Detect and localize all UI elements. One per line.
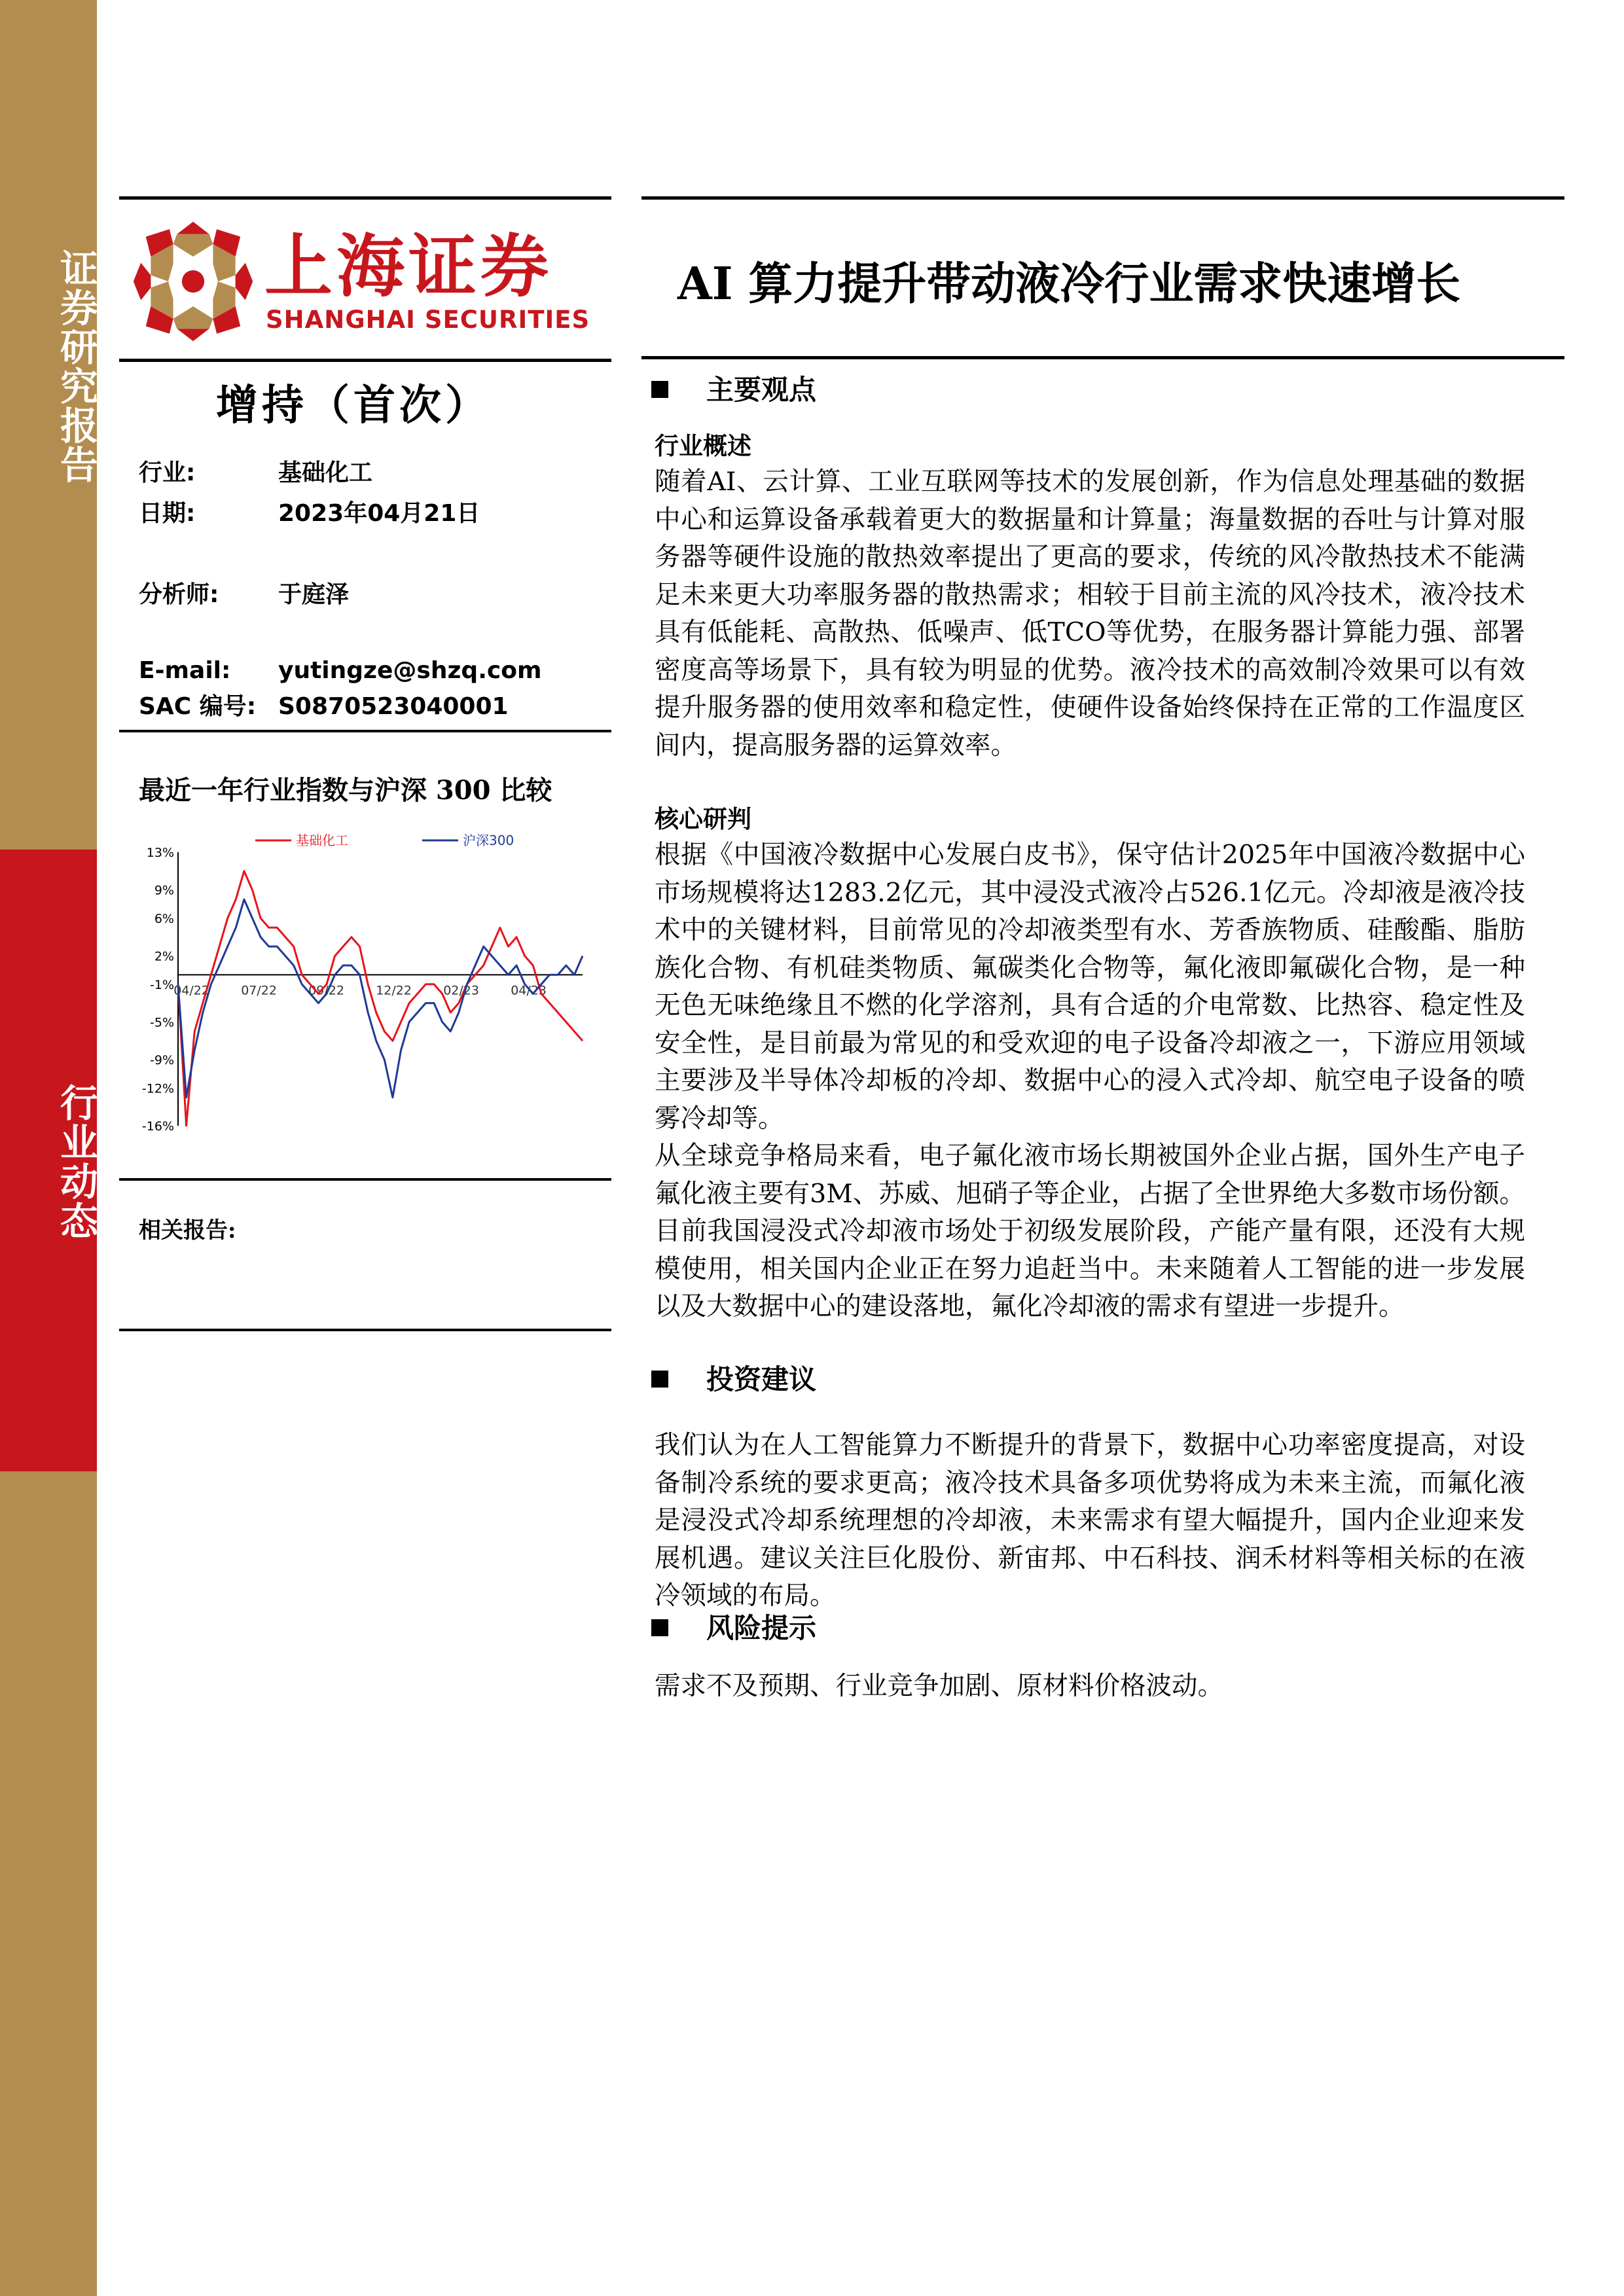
invest-text: 我们认为在人工智能算力不断提升的背景下，数据中心功率密度提高，对设备制冷系统的要求更高；液冷技术具备多项优势将成为未来主流，而氟化液是浸没式冷却系统理想的冷却液，未来需求有望大幅提升，国内企业迎来发展机遇。建议关注巨化股份、新宙邦、中石科技、润禾材料等相关标的在液冷领域的布局。 <box>655 1430 1525 1611</box>
section-main-view-title: 主要观点 <box>706 374 817 406</box>
section-risk-title: 风险提示 <box>706 1612 817 1644</box>
date-label: 日期: <box>139 500 196 527</box>
square-bullet-icon <box>651 1371 668 1388</box>
section-main-view <box>651 372 816 408</box>
x-tick-label: 09/22 <box>308 983 344 998</box>
y-tick-label: 6% <box>154 911 174 926</box>
rating: 增持（首次） <box>216 381 491 430</box>
square-bullet-icon <box>651 1619 668 1636</box>
y-tick-label: -1% <box>150 977 174 992</box>
section-invest <box>651 1361 816 1398</box>
industry-label: 行业: <box>139 459 196 486</box>
report-category-label: 行业动态 <box>54 1083 98 1240</box>
overview-text: 随着AI、云计算、工业互联网等技术的发展创新，作为信息处理基础的数据中心和运算设备承载着更大的数据量和计算量；海量数据的吞吐与计算对服务器等硬件设施的散热效率提出了更高的要求，传统的风冷散热技术不能满足未来更大功率服务器的散热需求；相较于目前主流的风冷技术，液冷技术具有低能耗、高散热、低噪声、低TCO等优势，在服务器计算能力强、部署密度高等场景下，具有较为明显的优势。液冷技术的高效制冷效果可以有效提升服务器的使用效率和稳定性，使硬件设备始终保持在正常的工作温度区间内，提高服务器的运算效率。 <box>655 467 1525 761</box>
info-bottom-rule <box>119 730 611 732</box>
analyst-value: 于庭泽 <box>278 581 350 608</box>
sac-value: S0870523040001 <box>278 693 509 720</box>
x-tick-label: 02/23 <box>443 983 479 998</box>
sac-label: SAC 编号: <box>139 693 257 720</box>
logo-english-name: SHANGHAI SECURITIES <box>266 306 590 334</box>
y-tick-label: -9% <box>150 1053 174 1068</box>
logo-chinese-name: 上海证券 <box>264 226 553 306</box>
shanghai-securities-logo-icon <box>131 219 255 344</box>
y-tick-label: -16% <box>141 1119 174 1134</box>
report-type-label: 证券研究报告 <box>54 249 98 484</box>
square-bullet-icon <box>651 381 668 398</box>
section-risk <box>651 1610 816 1647</box>
core-text-2: 从全球竞争格局来看，电子氟化液市场长期被国外企业占据，国外生产电子氟化液主要有3M、苏威、旭硝子等企业，占据了全世界绝大多数市场份额。目前我国浸没式冷却液市场处于初级发展阶段，产能产量有限，还没有大规模使用，相关国内企业正在努力追赶当中。未来随着人工智能的进一步发展以及大数据中心的建设落地，氟化冷却液的需求有望进一步提升。 <box>655 1141 1525 1321</box>
related-reports-label: 相关报告: <box>139 1217 236 1244</box>
series-line-2 <box>178 899 583 1098</box>
date-value: 2023年04月21日 <box>278 500 480 527</box>
series-lines <box>178 871 583 1126</box>
chart-bottom-rule <box>119 1178 611 1181</box>
core-title: 核心研判 <box>655 804 751 833</box>
right-header-rule <box>641 356 1564 359</box>
email-value[interactable]: yutingze@shzq.com <box>278 657 542 684</box>
y-tick-label: 13% <box>146 846 174 860</box>
index-comparison-chart <box>124 825 609 1145</box>
left-bottom-rule <box>119 1329 611 1331</box>
legend-label-series-1: 基础化工 <box>296 833 348 848</box>
core-text-1: 根据《中国液冷数据中心发展白皮书》，保守估计2025年中国液冷数据中心市场规模将达1283.2亿元，其中浸没式液冷占526.1亿元。冷却液是液冷技术中的关键材料，目前常见的冷却液类型有水、芳香族物质、硅酸酯、脂肪族化合物、有机硅类物质、氟碳类化合物等，氟化液即氟碳化合物，是一种无色无味绝缘且不燃的化学溶剂，具有合适的介电常数、比热容、稳定性及安全性，是目前最为常见的和受欢迎的电子设备冷却液之一，下游应用领域主要涉及半导体冷却板的冷却、数据中心的浸入式冷却、航空电子设备的喷雾冷却等。 <box>655 840 1525 1134</box>
x-tick-label: 07/22 <box>241 983 277 998</box>
y-tick-label: 9% <box>154 883 174 898</box>
y-axis <box>142 846 178 1134</box>
y-tick-label: -5% <box>150 1015 174 1030</box>
left-top-rule <box>119 196 611 200</box>
risk-text: 需求不及预期、行业竞争加剧、原材料价格波动。 <box>655 1671 1223 1701</box>
chart-legend <box>255 833 514 848</box>
x-tick-label: 04/22 <box>173 983 209 998</box>
chart-section-title: 最近一年行业指数与沪深 300 比较 <box>139 775 552 806</box>
analyst-label: 分析师: <box>139 581 219 608</box>
y-tick-label: -12% <box>141 1081 174 1096</box>
series-line-1 <box>178 871 583 1126</box>
y-tick-label: 2% <box>154 949 174 964</box>
section-invest-title: 投资建议 <box>706 1363 817 1395</box>
x-tick-label: 12/22 <box>376 983 412 998</box>
legend-label-series-2: 沪深300 <box>463 833 514 848</box>
right-top-rule <box>641 196 1564 200</box>
x-tick-label: 04/23 <box>511 983 547 998</box>
overview-title: 行业概述 <box>655 431 751 460</box>
email-label: E-mail: <box>139 657 231 684</box>
report-title: AI 算力提升带动液冷行业需求快速增长 <box>677 258 1461 310</box>
industry-value: 基础化工 <box>278 459 373 486</box>
left-header-rule <box>119 359 611 362</box>
